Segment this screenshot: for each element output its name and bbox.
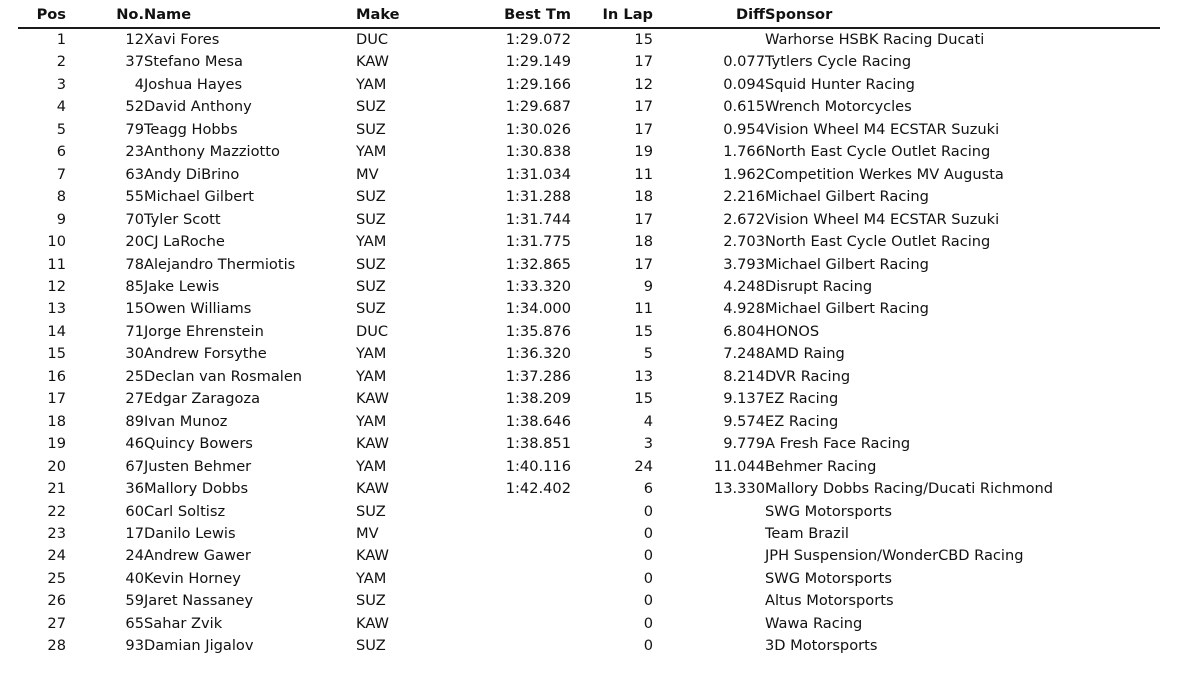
table-row — [18, 28, 1160, 51]
cell-make: SUZ — [356, 592, 386, 610]
table-row — [18, 209, 1160, 231]
cell-best-tm: 1:29.687 — [505, 98, 571, 116]
cell-name: Danilo Lewis — [144, 524, 236, 542]
cell-diff: 4.928 — [723, 300, 765, 318]
cell-diff: 2.672 — [723, 210, 765, 228]
cell-pos: 21 — [47, 480, 66, 498]
cell-make: DUC — [356, 322, 389, 340]
column-header-diff: Diff — [653, 6, 765, 28]
cell-name: Alejandro Thermiotis — [144, 255, 296, 273]
cell-best-tm — [496, 545, 571, 567]
cell-diff: 11.044 — [713, 457, 765, 475]
cell-in-lap: 17 — [634, 53, 653, 71]
cell-diff: 13.330 — [713, 480, 765, 498]
cell-in-lap: 12 — [634, 75, 653, 93]
cell-make: SUZ — [356, 300, 386, 318]
cell-best-tm — [496, 568, 571, 590]
cell-sponsor: A Fresh Face Racing — [765, 435, 911, 453]
cell-make: SUZ — [356, 255, 386, 273]
cell-diff: 0.094 — [723, 75, 765, 93]
cell-diff: 6.804 — [723, 322, 765, 340]
cell-best-tm: 1:30.838 — [505, 143, 571, 161]
cell-diff — [653, 28, 765, 51]
cell-name: Jorge Ehrenstein — [144, 322, 264, 340]
cell-sponsor: 3D Motorsports — [765, 637, 878, 655]
cell-name: Owen Williams — [144, 300, 252, 318]
cell-best-tm: 1:38.851 — [505, 435, 571, 453]
column-header-in-lap: In Lap — [571, 6, 653, 28]
cell-no: 71 — [125, 322, 144, 340]
cell-name: Michael Gilbert — [144, 188, 254, 206]
cell-name: Xavi Fores — [144, 31, 220, 48]
cell-name: Stefano Mesa — [144, 53, 243, 71]
cell-no: 20 — [125, 233, 144, 251]
cell-sponsor: Wrench Motorcycles — [765, 98, 912, 116]
cell-sponsor: Michael Gilbert Racing — [765, 255, 929, 273]
column-header-sponsor: Sponsor — [765, 6, 1160, 28]
cell-pos: 1 — [56, 31, 66, 48]
cell-make: SUZ — [356, 637, 386, 655]
cell-best-tm: 1:40.116 — [505, 457, 571, 475]
cell-no: 52 — [125, 98, 144, 116]
table-row — [18, 321, 1160, 343]
cell-pos: 22 — [47, 502, 66, 520]
cell-in-lap: 15 — [634, 322, 653, 340]
table-row — [18, 433, 1160, 455]
table-row — [18, 96, 1160, 118]
cell-best-tm: 1:29.149 — [505, 53, 571, 71]
cell-no: 25 — [125, 367, 144, 385]
cell-make: SUZ — [356, 277, 386, 295]
table-row — [18, 141, 1160, 163]
cell-pos: 24 — [47, 547, 66, 565]
table-row — [18, 501, 1160, 523]
cell-pos: 17 — [47, 390, 66, 408]
cell-no: 17 — [125, 524, 144, 542]
table-row — [18, 545, 1160, 567]
cell-in-lap: 0 — [643, 569, 653, 587]
cell-make: KAW — [356, 435, 389, 453]
cell-best-tm: 1:42.402 — [505, 480, 571, 498]
cell-name: Tyler Scott — [144, 210, 221, 228]
table-row — [18, 388, 1160, 410]
cell-pos: 27 — [47, 614, 66, 632]
cell-no: 89 — [125, 412, 144, 430]
cell-name: Andrew Gawer — [144, 547, 251, 565]
cell-in-lap: 9 — [643, 277, 653, 295]
cell-in-lap: 0 — [643, 502, 653, 520]
table-row — [18, 231, 1160, 253]
cell-pos: 9 — [56, 210, 66, 228]
cell-sponsor: Michael Gilbert Racing — [765, 188, 929, 206]
table-body — [18, 28, 1160, 658]
cell-best-tm: 1:33.320 — [505, 277, 571, 295]
header-row — [18, 6, 1160, 28]
cell-name: Jake Lewis — [144, 277, 220, 295]
cell-diff: 9.779 — [723, 435, 765, 453]
table-row — [18, 613, 1160, 635]
cell-sponsor: SWG Motorsports — [765, 569, 892, 587]
cell-diff: 0.615 — [723, 98, 765, 116]
cell-pos: 16 — [47, 367, 66, 385]
cell-sponsor: Squid Hunter Racing — [765, 75, 915, 93]
column-header-best-tm: Best Tm — [496, 6, 571, 28]
cell-pos: 26 — [47, 592, 66, 610]
cell-no: 24 — [125, 547, 144, 565]
cell-pos: 23 — [47, 524, 66, 542]
cell-no: 46 — [125, 435, 144, 453]
cell-in-lap: 6 — [643, 480, 653, 498]
cell-in-lap: 18 — [634, 233, 653, 251]
cell-best-tm: 1:31.744 — [505, 210, 571, 228]
cell-no: 59 — [125, 592, 144, 610]
cell-make: YAM — [356, 345, 387, 363]
cell-best-tm: 1:38.209 — [505, 390, 571, 408]
column-header-pos: Pos — [18, 6, 66, 28]
cell-pos: 2 — [56, 53, 66, 71]
cell-make: KAW — [356, 480, 389, 498]
cell-diff: 9.137 — [723, 390, 765, 408]
column-header-no: No. — [66, 6, 144, 28]
table-row — [18, 568, 1160, 590]
cell-name: CJ LaRoche — [144, 233, 225, 251]
cell-diff: 3.793 — [723, 255, 765, 273]
cell-best-tm: 1:31.034 — [505, 165, 571, 183]
cell-sponsor: DVR Racing — [765, 367, 851, 385]
cell-name: Sahar Zvik — [144, 614, 223, 632]
cell-make: KAW — [356, 390, 389, 408]
cell-diff — [653, 635, 765, 657]
cell-sponsor: EZ Racing — [765, 412, 839, 430]
cell-no: 79 — [125, 120, 144, 138]
cell-best-tm: 1:29.166 — [505, 75, 571, 93]
cell-pos: 4 — [56, 98, 66, 116]
cell-no: 63 — [125, 165, 144, 183]
cell-best-tm: 1:31.775 — [505, 233, 571, 251]
column-header-make: Make — [356, 6, 496, 28]
cell-sponsor: Vision Wheel M4 ECSTAR Suzuki — [765, 120, 1000, 138]
cell-pos: 19 — [47, 435, 66, 453]
cell-make: KAW — [356, 614, 389, 632]
cell-best-tm — [496, 590, 571, 612]
results-sheet — [0, 6, 1200, 676]
cell-best-tm: 1:31.288 — [505, 188, 571, 206]
cell-in-lap: 5 — [643, 345, 653, 363]
cell-make: KAW — [356, 53, 389, 71]
cell-pos: 6 — [56, 143, 66, 161]
table-row — [18, 119, 1160, 141]
cell-no: 55 — [125, 188, 144, 206]
cell-name: David Anthony — [144, 98, 252, 116]
cell-pos: 12 — [47, 277, 66, 295]
cell-name: Carl Soltisz — [144, 502, 226, 520]
cell-diff: 0.954 — [723, 120, 765, 138]
cell-name: Mallory Dobbs — [144, 480, 249, 498]
cell-in-lap: 0 — [643, 524, 653, 542]
cell-pos: 7 — [56, 165, 66, 183]
cell-make: YAM — [356, 75, 387, 93]
cell-make: YAM — [356, 143, 387, 161]
cell-no: 67 — [125, 457, 144, 475]
cell-name: Edgar Zaragoza — [144, 390, 261, 408]
cell-best-tm: 1:36.320 — [505, 345, 571, 363]
cell-best-tm: 1:34.000 — [505, 300, 571, 318]
cell-name: Justen Behmer — [144, 457, 252, 475]
cell-diff: 8.214 — [723, 367, 765, 385]
cell-diff: 4.248 — [723, 277, 765, 295]
cell-pos: 28 — [47, 637, 66, 655]
cell-diff — [653, 501, 765, 523]
cell-pos: 20 — [47, 457, 66, 475]
cell-best-tm: 1:35.876 — [505, 322, 571, 340]
table-row — [18, 186, 1160, 208]
cell-diff — [653, 523, 765, 545]
cell-no: 23 — [125, 143, 144, 161]
cell-make: SUZ — [356, 188, 386, 206]
cell-make: YAM — [356, 569, 387, 587]
cell-in-lap: 11 — [634, 300, 653, 318]
cell-make: MV — [356, 524, 379, 542]
cell-sponsor: Wawa Racing — [765, 614, 863, 632]
cell-sponsor: Warhorse HSBK Racing Ducati — [765, 31, 985, 48]
cell-no: 4 — [134, 75, 144, 93]
cell-pos: 25 — [47, 569, 66, 587]
cell-sponsor: Behmer Racing — [765, 457, 877, 475]
table-row — [18, 366, 1160, 388]
cell-diff: 2.703 — [723, 233, 765, 251]
cell-in-lap: 0 — [643, 637, 653, 655]
cell-make: KAW — [356, 547, 389, 565]
cell-no: 40 — [125, 569, 144, 587]
cell-in-lap: 17 — [634, 120, 653, 138]
cell-in-lap: 4 — [643, 412, 653, 430]
cell-no: 30 — [125, 345, 144, 363]
cell-no: 78 — [125, 255, 144, 273]
cell-diff — [653, 568, 765, 590]
cell-make: DUC — [356, 31, 389, 48]
table-row — [18, 254, 1160, 276]
cell-in-lap: 17 — [634, 98, 653, 116]
cell-pos: 8 — [56, 188, 66, 206]
cell-name: Ivan Munoz — [144, 412, 228, 430]
cell-make: MV — [356, 165, 379, 183]
cell-pos: 15 — [47, 345, 66, 363]
cell-sponsor: Disrupt Racing — [765, 277, 873, 295]
table-row — [18, 74, 1160, 96]
cell-make: SUZ — [356, 210, 386, 228]
cell-make: YAM — [356, 233, 387, 251]
cell-best-tm: 1:37.286 — [505, 367, 571, 385]
cell-no: 70 — [125, 210, 144, 228]
cell-best-tm: 1:30.026 — [505, 120, 571, 138]
cell-in-lap: 19 — [634, 143, 653, 161]
cell-diff: 1.766 — [723, 143, 765, 161]
column-header-name: Name — [144, 6, 356, 28]
cell-no: 36 — [125, 480, 144, 498]
cell-name: Damian Jigalov — [144, 637, 254, 655]
cell-name: Andy DiBrino — [144, 165, 240, 183]
cell-name: Quincy Bowers — [144, 435, 253, 453]
cell-diff: 7.248 — [723, 345, 765, 363]
table-row — [18, 523, 1160, 545]
cell-make: YAM — [356, 367, 387, 385]
table-row — [18, 635, 1160, 657]
cell-best-tm: 1:38.646 — [505, 412, 571, 430]
cell-in-lap: 24 — [634, 457, 653, 475]
cell-pos: 10 — [47, 233, 66, 251]
cell-pos: 3 — [56, 75, 66, 93]
cell-pos: 18 — [47, 412, 66, 430]
cell-make: YAM — [356, 457, 387, 475]
cell-in-lap: 15 — [634, 390, 653, 408]
cell-make: YAM — [356, 412, 387, 430]
table-row — [18, 164, 1160, 186]
cell-diff — [653, 613, 765, 635]
cell-sponsor: JPH Suspension/WonderCBD Racing — [765, 547, 1024, 565]
table-row — [18, 456, 1160, 478]
cell-sponsor: Mallory Dobbs Racing/Ducati Richmond — [765, 480, 1054, 498]
cell-name: Anthony Mazziotto — [144, 143, 280, 161]
cell-sponsor: SWG Motorsports — [765, 502, 892, 520]
cell-no: 37 — [125, 53, 144, 71]
table-row — [18, 51, 1160, 73]
cell-in-lap: 0 — [643, 592, 653, 610]
cell-no: 93 — [125, 637, 144, 655]
table-row — [18, 590, 1160, 612]
cell-no: 27 — [125, 390, 144, 408]
cell-name: Teagg Hobbs — [144, 120, 238, 138]
cell-sponsor: Altus Motorsports — [765, 592, 894, 610]
cell-diff: 2.216 — [723, 188, 765, 206]
cell-no: 15 — [125, 300, 144, 318]
cell-best-tm — [496, 501, 571, 523]
table-row — [18, 478, 1160, 500]
cell-no: 60 — [125, 502, 144, 520]
cell-diff: 0.077 — [723, 53, 765, 71]
cell-sponsor: North East Cycle Outlet Racing — [765, 233, 991, 251]
cell-best-tm: 1:29.072 — [505, 31, 571, 48]
table-row — [18, 343, 1160, 365]
cell-name: Declan van Rosmalen — [144, 367, 303, 385]
cell-sponsor: Competition Werkes MV Augusta — [765, 165, 1004, 183]
cell-in-lap: 13 — [634, 367, 653, 385]
cell-diff: 9.574 — [723, 412, 765, 430]
cell-in-lap: 17 — [634, 210, 653, 228]
cell-make: SUZ — [356, 98, 386, 116]
cell-in-lap: 3 — [643, 435, 653, 453]
cell-sponsor: Tytlers Cycle Racing — [765, 53, 912, 71]
cell-no: 65 — [125, 614, 144, 632]
cell-best-tm — [496, 635, 571, 657]
cell-no: 12 — [125, 31, 144, 48]
cell-name: Joshua Hayes — [144, 75, 243, 93]
cell-name: Andrew Forsythe — [144, 345, 267, 363]
cell-in-lap: 0 — [643, 547, 653, 565]
cell-best-tm: 1:32.865 — [505, 255, 571, 273]
table-row — [18, 298, 1160, 320]
cell-diff: 1.962 — [723, 165, 765, 183]
cell-sponsor: EZ Racing — [765, 390, 839, 408]
cell-sponsor: Michael Gilbert Racing — [765, 300, 929, 318]
cell-sponsor: North East Cycle Outlet Racing — [765, 143, 991, 161]
cell-diff — [653, 590, 765, 612]
cell-sponsor: Vision Wheel M4 ECSTAR Suzuki — [765, 210, 1000, 228]
cell-diff — [653, 545, 765, 567]
table-row — [18, 411, 1160, 433]
cell-best-tm — [496, 523, 571, 545]
cell-make: SUZ — [356, 502, 386, 520]
cell-in-lap: 15 — [634, 31, 653, 48]
cell-name: Jaret Nassaney — [144, 592, 254, 610]
race-results-table — [18, 6, 1160, 658]
cell-in-lap: 11 — [634, 165, 653, 183]
cell-in-lap: 0 — [643, 614, 653, 632]
cell-in-lap: 17 — [634, 255, 653, 273]
table-row — [18, 276, 1160, 298]
cell-sponsor: AMD Raing — [765, 345, 845, 363]
cell-sponsor: HONOS — [765, 322, 820, 340]
cell-best-tm — [496, 613, 571, 635]
cell-in-lap: 18 — [634, 188, 653, 206]
cell-pos: 13 — [47, 300, 66, 318]
cell-sponsor: Team Brazil — [765, 524, 849, 542]
cell-pos: 14 — [47, 322, 66, 340]
table-header — [18, 6, 1160, 28]
cell-make: SUZ — [356, 120, 386, 138]
cell-pos: 5 — [56, 120, 66, 138]
cell-pos: 11 — [47, 255, 66, 273]
cell-name: Kevin Horney — [144, 569, 241, 587]
cell-no: 85 — [125, 277, 144, 295]
